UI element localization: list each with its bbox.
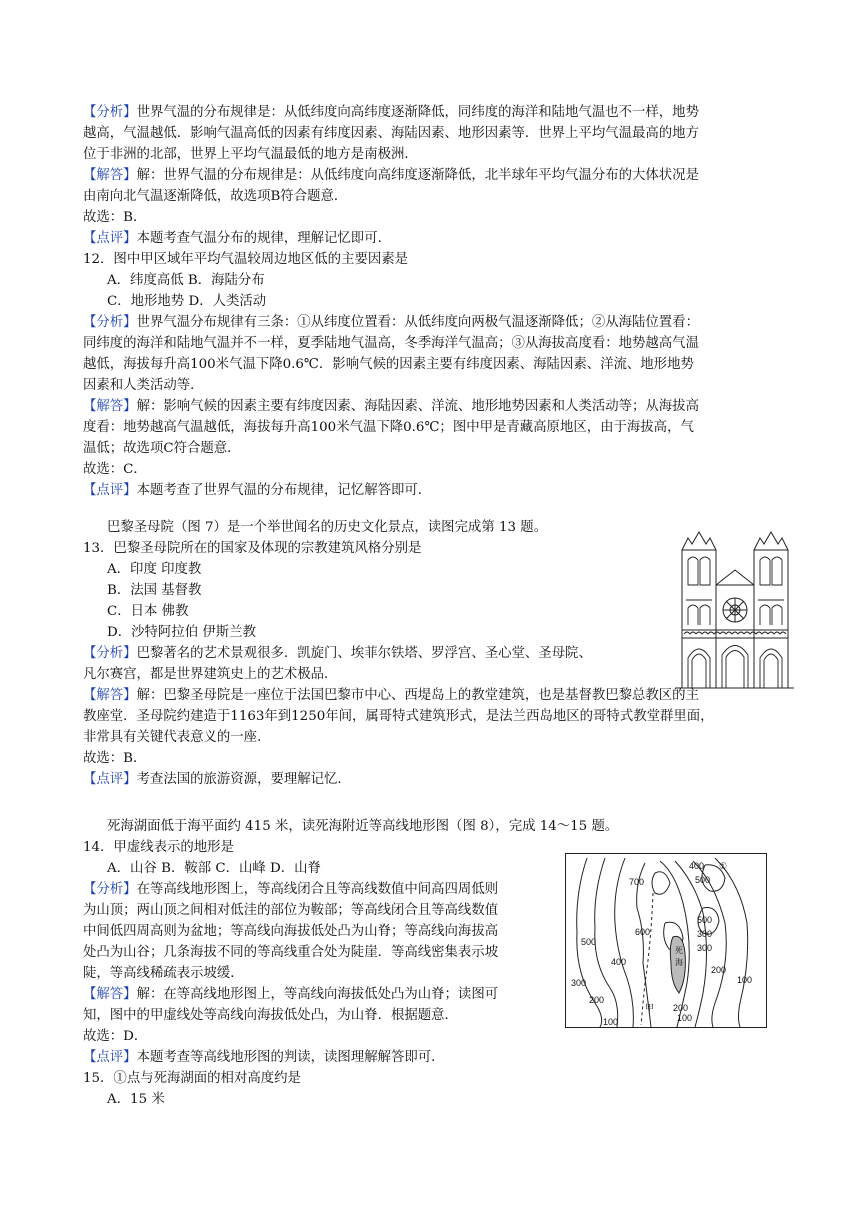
section-tag: 【点评】: [83, 231, 137, 246]
text-line: [107, 623, 256, 643]
text-line: [107, 518, 547, 538]
line-text: 位于非洲的北部，世界上平均气温最低的地方是南极洲．: [83, 147, 418, 162]
line-text: 故选：C．: [83, 462, 147, 477]
text-line: [107, 271, 265, 291]
text-line: [83, 1069, 301, 1089]
line-text: 温低；故选项C符合题意．: [83, 441, 241, 456]
line-text: 因素和人类活动等．: [83, 378, 204, 393]
contour-label: 400: [611, 957, 627, 967]
contour-label: 600: [635, 927, 651, 937]
contour-label: 300: [571, 978, 587, 988]
line-text: 14．甲虚线表示的地形是: [83, 840, 234, 855]
text-line: [83, 124, 699, 144]
text-line: [83, 686, 699, 706]
text-line: [83, 418, 694, 438]
section-tag: 【解答】: [83, 168, 137, 183]
text-line: [83, 334, 699, 354]
notre-dame-illustration: [676, 530, 794, 690]
line-text: 教座堂．圣母院约建造于1163年到1250年间，属哥特式建筑形式，是法兰西岛地区的哥特式教堂群里面，: [83, 709, 714, 724]
text-line: [83, 707, 714, 727]
section-tag: 【解答】: [83, 688, 137, 703]
text-line: [83, 770, 351, 790]
text-line: [83, 539, 421, 559]
line-text: A．印度 印度教: [107, 562, 202, 577]
line-text: 凡尔赛宫，都是世界建筑史上的艺术极品．: [83, 667, 338, 682]
line-text: 故选：B．: [83, 751, 147, 766]
section-tag: 【点评】: [83, 1050, 137, 1065]
line-text: 度看：地势越高气温越低，海拔每升高100米气温下降0.6℃；图中甲是青藏高原地区，由于海拔高，气: [83, 420, 694, 435]
text-line: [83, 1006, 458, 1026]
text-line: [83, 943, 498, 963]
text-line: [83, 187, 347, 207]
line-text: C．地形地势 D．人类活动: [107, 294, 267, 309]
line-text: 非常具有关键代表意义的一座．: [83, 730, 271, 745]
line-text: 处凸为山谷；几条海拔不同的等高线重合处为陡崖．等高线密集表示坡: [83, 945, 499, 960]
text-line: [83, 439, 241, 459]
line-text: D．沙特阿拉伯 伊斯兰教: [107, 625, 256, 640]
text-line: [83, 644, 592, 664]
line-text: 越高，气温越低．影响气温高低的因素有纬度因素、海陆因素、地形因素等．世界上平均气温最高的地方: [83, 126, 699, 141]
section-tag: 【点评】: [83, 483, 137, 498]
text-line: [83, 901, 498, 921]
line-text: 陡，等高线稀疏表示坡缓．: [83, 966, 244, 981]
text-line: [107, 292, 266, 312]
line-text: 由南向北气温逐渐降低，故选项B符合题意．: [83, 189, 348, 204]
text-line: [107, 1090, 165, 1110]
text-line: [83, 1027, 147, 1047]
text-line: [83, 665, 337, 685]
line-text: 12．图中甲区域年平均气温较周边地区低的主要因素是: [83, 252, 409, 267]
text-line: [83, 229, 391, 249]
section-tag: 【点评】: [83, 772, 137, 787]
line-text: 解：在等高线地形图上，等高线向海拔低处凸为山脊；读图可: [136, 987, 499, 1002]
text-line: [83, 145, 418, 165]
line-text: 知，图中的甲虚线处等高线向海拔低处凸，为山脊．根据题意．: [83, 1008, 458, 1023]
contour-label: 100: [603, 1017, 619, 1027]
dead-sea-contour-map: [565, 853, 767, 1028]
contour-label: 500: [695, 875, 711, 885]
line-text: 本题考查了世界气温的分布规律，记忆解答即可．: [136, 483, 432, 498]
text-line: [83, 880, 498, 900]
text-line: [83, 103, 699, 123]
line-text: 解：巴黎圣母院是一座位于法国巴黎市中心、西堤岛上的教堂建筑，也是基督教巴黎总教区的主: [136, 688, 699, 703]
line-text: 世界气温分布规律有三条：①从纬度位置看：从低纬度向两极气温逐渐降低；②从海陆位置看：: [136, 315, 699, 330]
line-text: 中间低四周高则为盆地；等高线向海拔低处凸为山脊；等高线向海拔高: [83, 924, 499, 939]
contour-label: 500: [581, 937, 597, 947]
contour-label: 500: [697, 915, 713, 925]
line-text: 巴黎圣母院（图 7）是一个举世闻名的历史文化景点，读图完成第 13 题。: [107, 520, 548, 535]
line-text: 故选：D．: [83, 1029, 148, 1044]
line-text: 故选：B．: [83, 210, 147, 225]
contour-label: 400: [689, 861, 705, 871]
contour-label: 100: [737, 975, 753, 985]
contour-label: 700: [629, 877, 645, 887]
text-line: [83, 985, 498, 1005]
line-text: 越低，海拔每升高100米气温下降0.6℃．影响气候的因素主要有纬度因素、海陆因素、洋流、地形地势: [83, 357, 694, 372]
line-text: C．日本 佛教: [107, 604, 189, 619]
text-line: [83, 355, 694, 375]
text-line: [83, 1048, 445, 1068]
point-1-marker: ①: [719, 861, 728, 871]
text-line: [83, 376, 204, 396]
section-tag: 【解答】: [83, 399, 137, 414]
text-line: [83, 397, 699, 417]
text-line: [83, 250, 408, 270]
line-text: 考查法国的旅游资源，要理解记忆．: [136, 772, 351, 787]
contour-label: 200: [589, 995, 605, 1005]
dead-sea-label: 海: [675, 958, 683, 967]
text-line: [83, 166, 699, 186]
line-text: 解：影响气候的因素主要有纬度因素、海陆因素、洋流、地形地势因素和人类活动等；从海拔高: [136, 399, 699, 414]
section-tag: 【分析】: [83, 882, 137, 897]
contour-label: 300: [697, 929, 713, 939]
dead-sea-label: 死: [675, 946, 683, 955]
line-text: A．15 米: [107, 1092, 165, 1107]
text-line: [107, 817, 618, 837]
line-text: 解：世界气温的分布规律是：从低纬度向高纬度逐渐降低，北半球年平均气温分布的大体状况是: [136, 168, 699, 183]
text-line: [83, 208, 146, 228]
text-line: [83, 460, 147, 480]
section-tag: 【分析】: [83, 315, 137, 330]
contour-label: 100: [677, 1013, 693, 1023]
text-line: [83, 964, 244, 984]
line-text: A．纬度高低 B．海陆分布: [107, 273, 265, 288]
text-line: [83, 728, 270, 748]
line-text: 巴黎著名的艺术景观很多．凯旋门、埃菲尔铁塔、罗浮宫、圣心堂、圣母院、: [136, 646, 592, 661]
line-text: 15．①点与死海湖面的相对高度约是: [83, 1071, 301, 1086]
text-line: [83, 922, 498, 942]
line-text: B．法国 基督教: [107, 583, 202, 598]
text-line: [107, 560, 201, 580]
text-line: [83, 838, 234, 858]
section-tag: 【解答】: [83, 987, 137, 1002]
line-text: 本题考查等高线地形图的判读，读图理解解答即可．: [136, 1050, 445, 1065]
line-text: 13．巴黎圣母院所在的国家及体现的宗教建筑风格分别是: [83, 541, 422, 556]
jia-label: 甲: [645, 1003, 655, 1013]
section-tag: 【分析】: [83, 646, 137, 661]
text-line: [107, 859, 321, 879]
contour-label: 200: [673, 1003, 689, 1013]
contour-label: 200: [711, 965, 727, 975]
line-text: 死海湖面低于海平面约 415 米，读死海附近等高线地形图（图 8），完成 14～15 题。: [107, 819, 619, 834]
section-tag: 【分析】: [83, 105, 137, 120]
contour-label: 300: [697, 943, 713, 953]
text-line: [107, 602, 188, 622]
text-line: [107, 581, 201, 601]
line-text: 为山顶；两山顶之间相对低洼的部位为鞍部；等高线闭合且等高线数值: [83, 903, 499, 918]
text-line: [83, 749, 146, 769]
line-text: 世界气温的分布规律是：从低纬度向高纬度逐渐降低，同纬度的海洋和陆地气温也不一样，地势: [136, 105, 699, 120]
text-line: [83, 313, 699, 333]
line-text: 本题考查气温分布的规律，理解记忆即可．: [136, 231, 391, 246]
line-text: 在等高线地形图上，等高线闭合且等高线数值中间高四周低则: [136, 882, 499, 897]
text-line: [83, 481, 431, 501]
line-text: A．山谷 B．鞍部 C．山峰 D．山脊: [107, 861, 321, 876]
line-text: 同纬度的海洋和陆地气温并不一样，夏季陆地气温高，冬季海洋气温高；③从海拔高度看：地势越高气温: [83, 336, 699, 351]
